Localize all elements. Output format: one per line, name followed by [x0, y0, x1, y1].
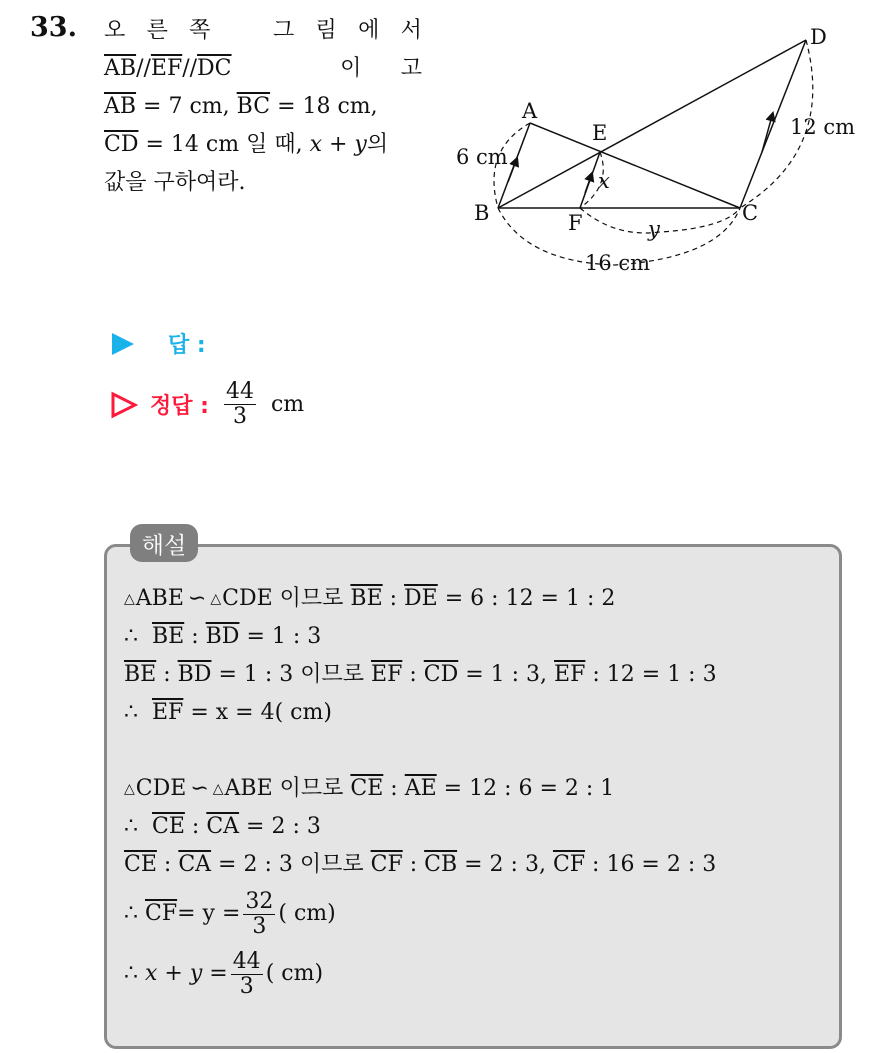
label-point-a: A: [522, 99, 538, 123]
solution-line-5: △CDE ∽ △ABE 이므로 $\overline{CE}$ : $\overline{AE} = 12$ : 6 = 2 : 1: [124, 776, 615, 801]
play-triangle-icon: [110, 331, 136, 357]
correct-answer-row: [110, 380, 304, 429]
segment-ac: [530, 123, 740, 208]
label-point-c: C: [742, 201, 759, 225]
label-bc-length: 16 cm: [585, 251, 651, 275]
solution-fraction-y: $\frac{32}{3}$: [245, 888, 274, 939]
solution-line-3: $\overline{BE}$ : $\overline{BD} = 1$ : 3 이므로 $\overline{EF}$ : $\overline{CD} = 1$ : 3, $\overline{EF}$ : 12 = 1 : 3: [124, 662, 717, 687]
solution-line-8: ∴ $\overline{CF}$ = y = $\frac{32}{3}$ ( cm): [124, 888, 336, 939]
question-line-4: $\overline{CD} = 14$ cm 일 때, x + y의: [104, 132, 389, 157]
arrow-ef: [585, 176, 591, 193]
solution-line-9: ∴ x + y = $\frac{44}{3}$ ( cm): [124, 948, 324, 999]
question-line-3: $\overline{AB} = 7$ cm, $\overline{BC} = 18$ cm,: [104, 94, 378, 119]
solution-body: [124, 580, 824, 1004]
label-point-e: E: [592, 121, 608, 145]
parallel-statement: [104, 50, 232, 88]
label-point-b: B: [474, 201, 490, 225]
dim-arc-fc: [580, 208, 740, 233]
question-line-2: $\overline{AB}//\overline{EF}//\overline{DC}$ 이 고: [104, 50, 422, 88]
arrow-ab: [508, 161, 516, 182]
segment-name: $\overline{AB}$: [104, 56, 137, 81]
arrow-dc: [762, 116, 772, 152]
label-x: x: [598, 169, 610, 193]
solution-line-7: $\overline{CE}$ : $\overline{CA} = 2$ : 3 이므로 $\overline{CF}$ : $\overline{CB} = 2$ : 3, $\overline{CF}$ : 16 = 2 : 3: [124, 852, 717, 877]
correct-answer-unit: cm: [270, 392, 305, 417]
question-line-1: 오 른 쪽 그 림 에 서: [104, 18, 422, 43]
label-point-f: F: [568, 211, 583, 235]
segment-name: $\overline{EF}$: [150, 56, 183, 81]
solution-line-2: ∴ $\overline{BE}$ : $\overline{BD} = 1$ : 3: [124, 624, 322, 649]
parallel-symbol: //: [182, 56, 198, 81]
correct-answer-label: 정답 :: [150, 394, 209, 419]
answer-row: [110, 328, 206, 359]
question-text: [104, 12, 422, 202]
parallel-symbol: //: [136, 56, 151, 81]
segment-bd: [498, 40, 806, 208]
segment-name: $\overline{DC}$: [197, 56, 232, 81]
geometry-figure: [440, 18, 870, 288]
label-point-d: D: [810, 25, 827, 49]
label-y: y: [648, 217, 660, 241]
solution-line-1: △ABE ∽ △CDE 이므로 $\overline{BE}$ : $\overline{DE} = 6$ : 12 = 1 : 2: [124, 586, 616, 611]
solution-tag: 해설: [130, 524, 198, 562]
solution-line-4: ∴ $\overline{EF} = x = 4$( cm): [124, 700, 332, 725]
solution-line-6: ∴ $\overline{CE}$ : $\overline{CA} = 2$ : 3: [124, 814, 321, 839]
correct-answer-fraction: $\frac{44}{3}$: [225, 379, 254, 429]
label-ab-length: 6 cm: [456, 145, 508, 169]
solution-fraction-sum: $\frac{44}{3}$: [232, 948, 261, 999]
answer-label: 답 :: [168, 333, 206, 358]
question-number: 33.: [30, 12, 77, 43]
outlined-triangle-icon: [110, 391, 138, 419]
question-line-5: 값을 구하여라.: [104, 170, 246, 195]
label-dc-length: 12 cm: [790, 115, 856, 139]
